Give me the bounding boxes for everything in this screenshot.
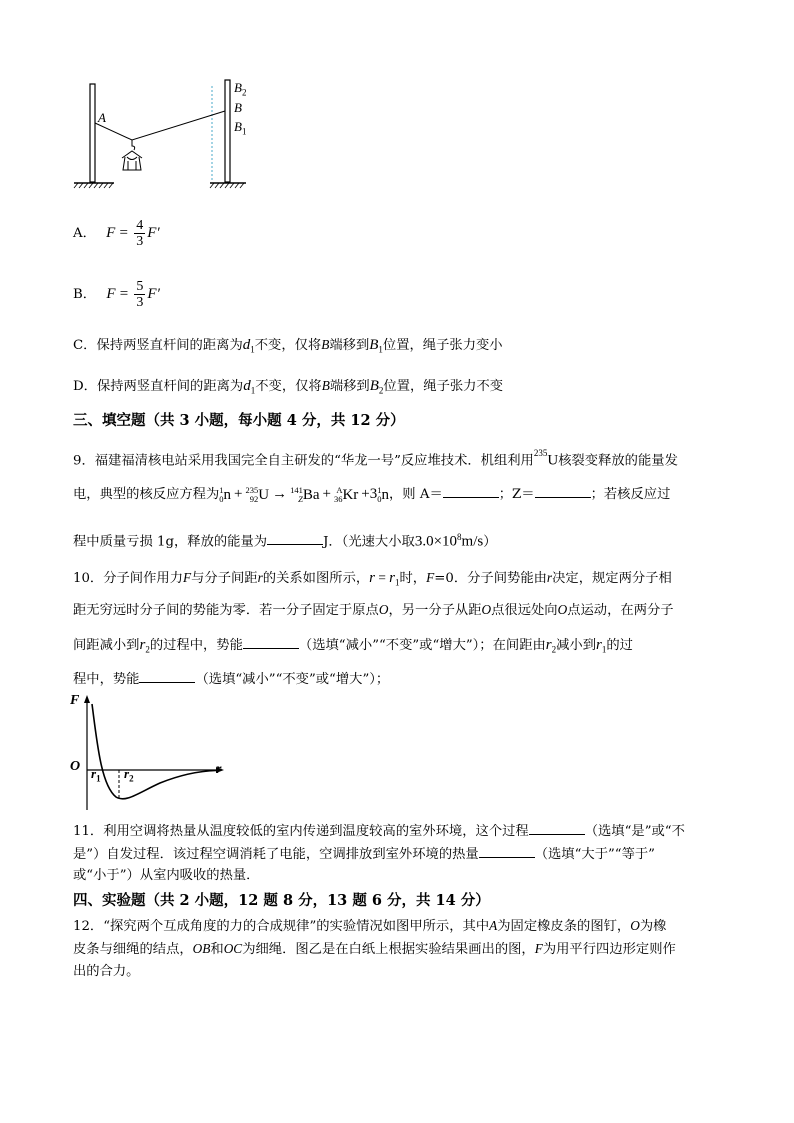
right-pole bbox=[225, 80, 230, 182]
q11-line2: 是”）自发过程．该过程空调消耗了电能，空调排放到室外环境的热量 （选填“大于”“等于” bbox=[73, 843, 655, 865]
q10-line3: 间距减小到$r_2$的过程中，势能 （选填“减小”“不变”或“增大”）；在间距由$r_2$减小到$r_1$的过 bbox=[73, 634, 633, 660]
q10-line2: 距无穷远时分子间的势能为零．若一分子固定于原点O，另一分子从距O点很远处向O点运动，在两分子 bbox=[73, 602, 674, 618]
blank-A[interactable] bbox=[443, 483, 499, 498]
option-C[interactable]: C．保持两竖直杆间的距离为$d_1$不变，仅将B端移到$B_1$位置，绳子张力变小 bbox=[73, 337, 503, 355]
label-B2: $B_2$ bbox=[234, 80, 247, 98]
r2-label: $r_2$ bbox=[124, 766, 134, 784]
rope bbox=[95, 111, 225, 140]
force-distance-figure bbox=[68, 690, 238, 815]
label-B1: $B_1$ bbox=[234, 119, 247, 137]
blank-potential-1[interactable] bbox=[243, 634, 299, 649]
axis-r-label: r bbox=[216, 762, 222, 777]
q10-line1: 10．分子间作用力F与分子间距r的关系如图所示，$r = r_1$时，F=0．分子间势能由r决定，规定两分子相 bbox=[73, 570, 672, 588]
q12-line2: 皮条与细绳的结点，OB和OC为细绳．图乙是在白纸上根据实验结果画出的图，F为用平行四边形定则作 bbox=[73, 941, 676, 957]
blank-potential-2[interactable] bbox=[139, 668, 195, 683]
axis-F-label: F bbox=[70, 693, 80, 708]
blank-Z[interactable] bbox=[535, 483, 591, 498]
rope-figure bbox=[70, 78, 260, 193]
q11-line3: 或“小于”）从室内吸收的热量． bbox=[73, 868, 260, 883]
q10-line4: 程中，势能 （选填“减小”“不变”或“增大”）； bbox=[73, 668, 389, 690]
blank-spontaneous[interactable] bbox=[529, 820, 585, 835]
nuclide-krypton: A 36 Kr bbox=[333, 484, 359, 504]
option-B[interactable]: B． F = $\frac{5}{3}$ F′ bbox=[73, 279, 160, 310]
r1-label: $r_1$ bbox=[91, 766, 101, 784]
nuclide-barium: 141 Z Ba bbox=[290, 484, 320, 504]
blank-energy[interactable] bbox=[267, 530, 323, 545]
q12-line3: 出的合力。 bbox=[73, 964, 140, 979]
section-4-heading: 四、实验题（共 2 小题，12 题 8 分，13 题 6 分，共 14 分） bbox=[73, 892, 490, 909]
fraction-5-3: $\frac{5}{3}$ bbox=[136, 279, 144, 310]
force-curve bbox=[92, 704, 216, 799]
nuclide-neutron: 1 0 n bbox=[219, 484, 232, 504]
y-axis-arrow-icon bbox=[84, 695, 90, 703]
q12-line1: 12．“探究两个互成角度的力的合成规律”的实验情况如图甲所示，其中A为固定橡皮条的图钉，O为橡 bbox=[73, 918, 667, 934]
label-B: B bbox=[234, 100, 242, 115]
label-A: A bbox=[98, 110, 106, 125]
fraction-4-3: $\frac{4}{3}$ bbox=[136, 218, 144, 249]
clothes-hanger-icon bbox=[122, 140, 142, 170]
left-pole bbox=[90, 84, 95, 182]
q9-line2: 电，典型的核反应方程为 1 0 n + 235 92 U → 141 Z Ba + A 36 Kr +3 1 0 n，则 A＝ ；Z＝ ；若核反应过 bbox=[73, 482, 670, 507]
q11-line1: 11．利用空调将热量从温度较低的室内传递到温度较高的室外环境，这个过程 （选填“是”或“不 bbox=[73, 820, 685, 842]
origin-label: O bbox=[70, 759, 81, 774]
option-A[interactable]: A． F = $\frac{4}{3}$ F′ bbox=[73, 218, 160, 249]
nuclide-uranium: 235 92 U bbox=[245, 484, 270, 504]
q9-line3: 程中质量亏损 1g，释放的能量为 J．（光速大小取$3.0\times 10^8m/s$） bbox=[73, 532, 497, 550]
blank-heat[interactable] bbox=[479, 843, 535, 858]
section-3-heading: 三、填空题（共 3 小题，每小题 4 分，共 12 分） bbox=[73, 412, 405, 429]
nuclide-neutron-2: 1 0 n bbox=[377, 484, 390, 504]
q9-line1: 9．福建福清核电站采用我国完全自主研发的“华龙一号”反应堆技术．机组利用$^{235}$U核裂变释放的能量发 bbox=[73, 448, 678, 469]
option-D[interactable]: D．保持两竖直杆间的距离为$d_1$不变，仅将B端移到$B_2$位置，绳子张力不变 bbox=[73, 378, 504, 396]
